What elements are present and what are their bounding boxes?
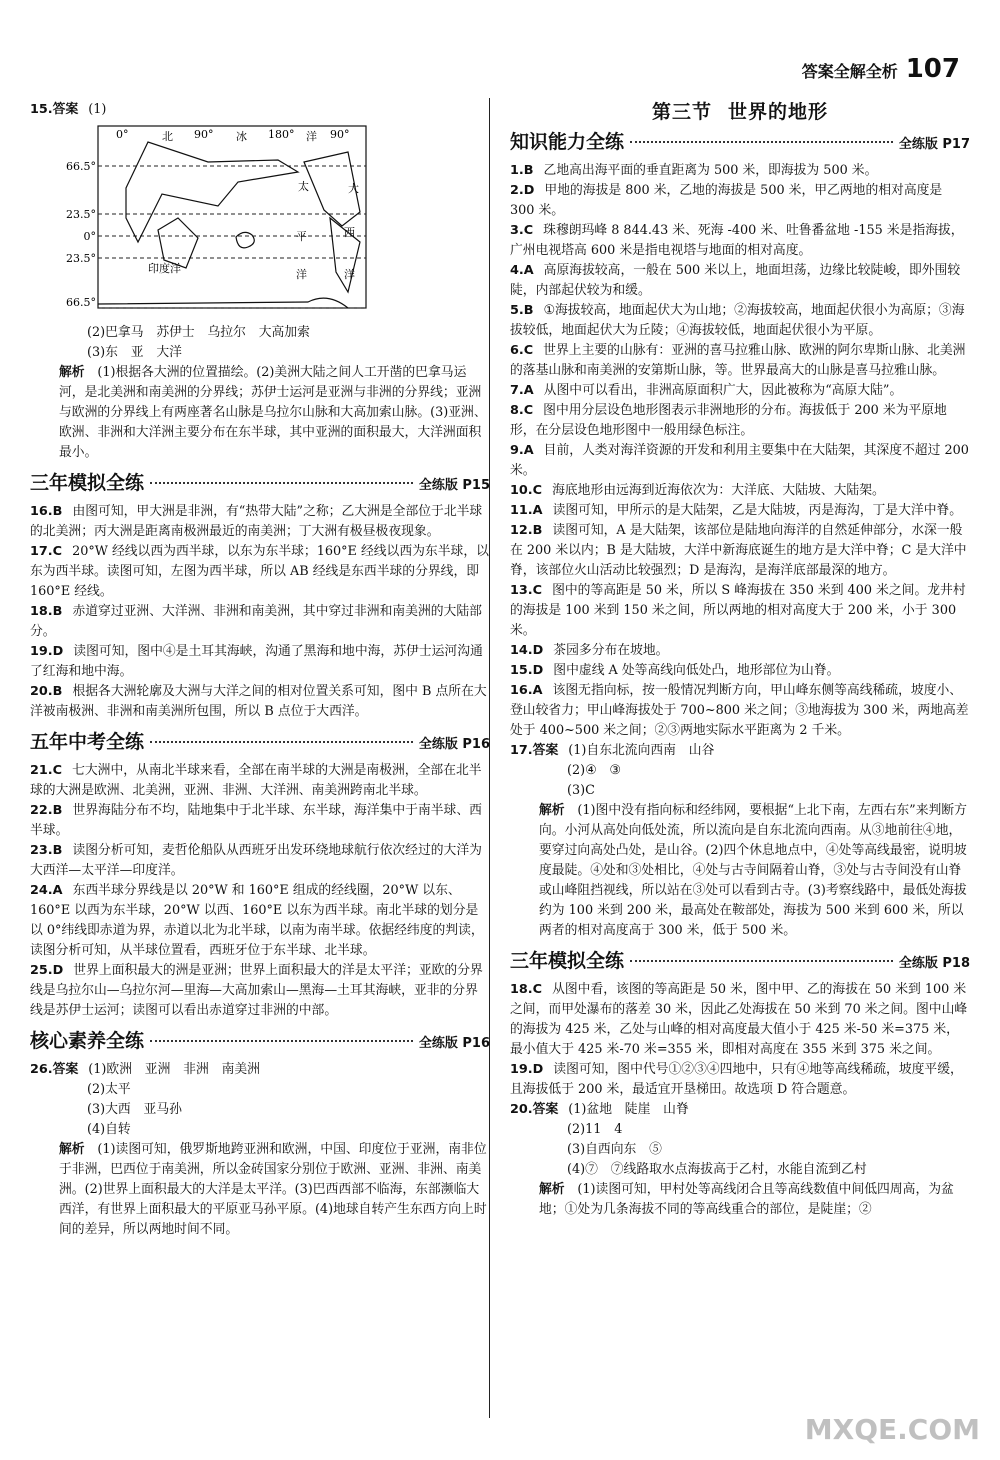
map-ocean-label: 冰	[236, 130, 247, 143]
world-map-figure	[66, 122, 368, 312]
r-q20-analysis	[510, 1180, 970, 1220]
map-lat-label: 66.5°	[66, 160, 96, 173]
r-q17-answer-1: (1)自东北流向西南 山谷	[568, 743, 715, 758]
section-heading	[510, 132, 970, 155]
r-q17	[510, 741, 970, 761]
map-ocean-label: 太	[298, 180, 309, 193]
section-version: 全练版 P15	[418, 478, 490, 493]
r-q4-number: 4.A	[510, 263, 534, 278]
q26-answer-3: (3)大西 亚马孙	[87, 1102, 182, 1117]
q19	[30, 642, 490, 682]
africa-south-outline	[158, 218, 198, 268]
q26	[30, 1060, 490, 1080]
map-ocean-label: 北	[162, 130, 173, 143]
analysis-label: 解析	[539, 1182, 565, 1197]
r-q20-answer-3: (3)自西向东 ⑤	[567, 1142, 662, 1157]
map-ocean-label: 洋	[296, 268, 307, 281]
q26-answer-1: (1)欧洲 亚洲 非洲 南美洲	[88, 1062, 260, 1077]
map-lat-label: 23.5°	[66, 208, 96, 221]
q23-text: 读图分析可知，麦哲伦船队从西班牙出发环绕地球航行依次经过的大洋为大西洋—太平洋—印度洋。	[30, 843, 482, 878]
antarctica-outline	[98, 298, 348, 308]
q25-text: 世界上面积最大的洲是亚洲；世界上面积最大的洋是太平洋；亚欧的分界线是乌拉尔山—乌拉尔河—里海—大高加索山—黑海—土耳其海峡，亚非的分界线是苏伊士运河；读图可以看出赤道穿过非洲的中部。	[30, 963, 483, 1018]
q15-analysis	[30, 363, 490, 463]
q24-text: 东西半球分界线是以 20°W 和 160°E 组成的经线圈，20°W 以东、160°E 以西为东半球，20°W 以西、160°E 以东为西半球。南北半球的划分是以 0°纬线即赤道为界，赤道以北为北半球，以南为南半球。依据经纬度的判读，读图分析可知，从半球位置看，西班牙位于东半球、北半球。	[30, 883, 484, 958]
left-column	[30, 100, 490, 1240]
r-q16-text: 该图无指向标，按一般情况判断方向，甲山峰东侧等高线稀疏，坡度小、登山较省力；甲山峰海拔处于 700~800 米之间；③地海拔为 300 米，两地高差处于 400~500 米之间；②③两地实际水平距离为 2 千米。	[510, 683, 969, 738]
r-q7	[510, 381, 970, 401]
map-lon-label: 180°	[268, 128, 295, 141]
r-q8	[510, 401, 970, 441]
r-q10-number: 10.C	[510, 483, 543, 498]
header-title: 答案全解全析	[801, 62, 898, 81]
q16-text: 由图可知，甲大洲是非洲，有“热带大陆”之称；乙大洲是全部位于北半球的北美洲；丙大洲是距离南极洲最近的南美洲；丁大洲有极昼极夜现象。	[30, 504, 483, 539]
r-q5	[510, 301, 970, 341]
q23-number: 23.B	[30, 843, 63, 858]
r-q17-answer-2: (2)④ ③	[567, 763, 621, 778]
r-q2-text: 甲地的海拔是 800 米，乙地的海拔是 500 米，甲乙两地的相对高度是 300 米。	[510, 183, 943, 218]
r-q11	[510, 501, 970, 521]
map-ocean-label: 大	[348, 182, 359, 195]
r-q9-number: 9.A	[510, 443, 534, 458]
q24-number: 24.A	[30, 883, 63, 898]
section-title: 五年中考全练	[30, 731, 145, 753]
section-version: 全练版 P16	[418, 737, 490, 752]
section-heading	[30, 732, 490, 755]
r-q18	[510, 980, 970, 1060]
r-q14-text: 茶园多分布在坡地。	[553, 643, 669, 658]
r-q12-number: 12.B	[510, 523, 543, 538]
q15-answer-3: (3)东 亚 大洋	[87, 345, 182, 360]
q25-number: 25.D	[30, 963, 64, 978]
section-title: 三年模拟全练	[30, 472, 145, 494]
page-number: 107	[905, 54, 960, 84]
australia-outline	[236, 232, 254, 247]
analysis-label: 解析	[59, 365, 85, 380]
map-frame	[98, 126, 366, 308]
r-q6-text: 世界上主要的山脉有：亚洲的喜马拉雅山脉、欧洲的阿尔卑斯山脉、北美洲的落基山脉和南美洲的安第斯山脉，等。世界最高大的山脉是喜马拉雅山脉。	[510, 343, 966, 378]
q21-text: 七大洲中，从南北半球来看，全部在南半球的大洲是南极洲，全部在北半球的大洲是欧洲、北美洲，亚洲、非洲、大洋洲、南美洲跨南北半球。	[30, 763, 482, 798]
r-q1-text: 乙地高出海平面的垂直距离为 500 米，即海拔为 500 米。	[543, 163, 878, 178]
q17	[30, 542, 490, 602]
map-lat-label: 66.5°	[66, 296, 96, 309]
section-dots	[150, 741, 413, 743]
q15-analysis-text: (1)根据各大洲的位置描绘。(2)美洲大陆之间人工开凿的巴拿马运河，是北美洲和南美洲的分界线；苏伊士运河是亚洲与非洲的分界线；亚洲与欧洲的分界线上有两座著名山脉是乌拉尔山脉和大高加索山脉。(3)亚洲、欧洲、非洲和大洋洲主要分布在东半球，其中亚洲的面积最大，大洋洲面积最小。	[59, 365, 487, 460]
chapter-number: 第三节	[651, 101, 712, 123]
r-q17-answer-3: (3)C	[567, 783, 595, 798]
r-q20-answer-4: (4)⑦ ⑦线路取水点海拔高于乙村，水能自流到乙村	[567, 1162, 867, 1177]
r-q20	[510, 1100, 970, 1120]
r-q4	[510, 261, 970, 301]
r-q15	[510, 661, 970, 681]
r-q16-number: 16.A	[510, 683, 543, 698]
q26-number: 26.答案	[30, 1062, 79, 1077]
r-q19-text: 读图可知，图中代号①②③④四地中，只有④地等高线稀疏，坡度平缓，且海拔低于 200 米，最适宜开垦梯田。故选项 D 符合题意。	[510, 1062, 963, 1097]
r-q13-text: 图中的等高距是 50 米，所以 S 峰海拔在 350 米到 400 米之间。龙井村的海拔是 100 米到 150 米之间，所以两地的相对高度大于 200 米，小于 300 米。	[510, 583, 966, 638]
r-q9-text: 目前，人类对海洋资源的开发和利用主要集中在大陆架，其深度不超过 200 米。	[510, 443, 969, 478]
r-q10	[510, 481, 970, 501]
r-q7-number: 7.A	[510, 383, 534, 398]
q21-number: 21.C	[30, 763, 63, 778]
r-q3	[510, 221, 970, 261]
section-title: 三年模拟全练	[510, 950, 625, 972]
r-q5-number: 5.B	[510, 303, 534, 318]
r-q14	[510, 641, 970, 661]
q24	[30, 881, 490, 961]
r-q11-text: 读图可知，甲所示的是大陆架，乙是大陆坡，丙是海沟，丁是大洋中脊。	[552, 503, 963, 518]
r-q8-text: 图中用分层设色地形图表示非洲地形的分布。海拔低于 200 米为平原地形，在分层设色地形图中一般用绿色标注。	[510, 403, 947, 438]
watermark: MXQE.COM	[804, 1413, 980, 1446]
section-version: 全练版 P18	[898, 956, 970, 971]
page-header	[802, 56, 960, 82]
r-q6-number: 6.C	[510, 343, 534, 358]
section-dots	[150, 482, 413, 484]
r-q18-text: 从图中看，该图的等高距是 50 米，图中甲、乙的海拔在 50 米到 100 米之间，而甲处瀑布的落差 30 米，因此乙处海拔在 50 米到 70 米之间。图中山峰的海拔为 425 米，乙处与山峰的相对高度最大值小于 425 米-50 米=375 米，最小值大于 425 米-70 米=355 米，即相对高度在 355 米到 375 米之间。	[510, 982, 968, 1057]
r-q20-answer-1: (1)盆地 陡崖 山脊	[568, 1102, 689, 1117]
r-q2	[510, 181, 970, 221]
r-q1-number: 1.B	[510, 163, 534, 178]
r-q16	[510, 681, 970, 741]
r-q13	[510, 581, 970, 641]
r-q10-text: 海底地形由远海到近海依次为：大洋底、大陆坡、大陆架。	[552, 483, 885, 498]
eurasia-africa-outline	[126, 142, 298, 242]
q26-answer-2: (2)太平	[87, 1082, 131, 1097]
r-q17-analysis	[510, 801, 970, 941]
r-q20-analysis-text: (1)读图可知，甲村处等高线闭合且等高线数值中间低四周高，为盆地；①处为几条海拔不同的等高线重合的部位，是陡崖；②	[539, 1182, 954, 1217]
q15-line	[30, 100, 490, 120]
r-q8-number: 8.C	[510, 403, 534, 418]
map-lon-label: 90°	[330, 128, 350, 141]
r-q17-number: 17.答案	[510, 743, 559, 758]
q22	[30, 801, 490, 841]
q18-text: 赤道穿过亚洲、大洋洲、非洲和南美洲，其中穿过非洲和南美洲的大陆部分。	[30, 604, 482, 639]
r-q9	[510, 441, 970, 481]
r-q5-text: ①海拔较高，地面起伏大为山地；②海拔较高，地面起伏很小为高原；③海拔较低，地面起伏大为丘陵；④海拔较低，地面起伏很小为平原。	[510, 303, 965, 338]
q26-answer-4: (4)自转	[87, 1122, 131, 1137]
map-lon-label: 90°	[194, 128, 214, 141]
r-q7-text: 从图中可以看出，非洲高原面积广大，因此被称为“高原大陆”。	[543, 383, 903, 398]
map-ocean-label: 洋	[306, 130, 317, 143]
q15-answer-2: (2)巴拿马 苏伊士 乌拉尔 大高加索	[87, 325, 310, 340]
q16	[30, 502, 490, 542]
analysis-label: 解析	[539, 803, 565, 818]
r-q3-text: 珠穆朗玛峰 8 844.43 米、死海 -400 米、吐鲁番盆地 -155 米是指海拔，广州电视塔高 600 米是指电视塔与地面的相对高度。	[510, 223, 964, 258]
q18	[30, 602, 490, 642]
section-heading	[30, 1031, 490, 1054]
r-q4-text: 高原海拔较高，一般在 500 米以上，地面坦荡，边缘比较陡峻，即外围较陡，内部起伏较为和缓。	[510, 263, 961, 298]
q17-text: 20°W 经线以西为西半球，以东为东半球；160°E 经线以西为东半球，以东为西半球。读图可知，左图为西半球，所以 AB 经线是东西半球的分界线，即 160°E 经线。	[30, 544, 489, 599]
section-heading	[30, 473, 490, 496]
section-dots	[630, 141, 893, 143]
r-q14-number: 14.D	[510, 643, 544, 658]
r-q17-analysis-text: (1)图中没有指向标和经纬网，要根据“上北下南，左西右东”来判断方向。小河从高处向低处流，所以流向是自东北流向西南。从③地前往④地，要穿过向高处凸处，是山谷。(2)四个休息地点中，④处等高线最密，说明坡度最陡。④处和③处相比，④处与古寺间隔着山脊，③处与古寺间没有山脊或山峰阻挡视线，所以站在③处可以看到古寺。(3)考察线路中，最低处海拔约为 100 米到 200 米，最高处在鞍部处，海拔为 500 米到 600 米，所以两者的相对高度高于 300 米，低于 500 米。	[539, 803, 967, 938]
q19-number: 19.D	[30, 644, 64, 659]
section-version: 全练版 P17	[898, 137, 970, 152]
section-dots	[630, 960, 893, 962]
r-q20-answer-2: (2)11 4	[567, 1122, 623, 1137]
q19-text: 读图可知，图中④是土耳其海峡，沟通了黑海和地中海，苏伊士运河沟通了红海和地中海。	[30, 644, 483, 679]
r-q19-number: 19.D	[510, 1062, 544, 1077]
map-ocean-label: 平	[296, 230, 307, 243]
right-column	[510, 100, 970, 1220]
q15-number: 15.答案	[30, 102, 79, 117]
q20-number: 20.B	[30, 684, 63, 699]
q22-number: 22.B	[30, 803, 63, 818]
map-ocean-label: 西	[344, 226, 355, 239]
map-ocean-label: 洋	[344, 268, 355, 281]
section-title: 知识能力全练	[510, 131, 625, 153]
chapter-name: 世界的地形	[728, 101, 829, 123]
r-q15-number: 15.D	[510, 663, 544, 678]
q21	[30, 761, 490, 801]
q25	[30, 961, 490, 1021]
section-title: 核心素养全练	[30, 1030, 145, 1052]
q22-text: 世界海陆分布不均，陆地集中于北半球、东半球，海洋集中于南半球、西半球。	[30, 803, 482, 838]
r-q1	[510, 161, 970, 181]
r-q2-number: 2.D	[510, 183, 535, 198]
map-lat-label: 23.5°	[66, 252, 96, 265]
q18-number: 18.B	[30, 604, 63, 619]
map-lon-label: 0°	[116, 128, 129, 141]
chapter-title	[510, 102, 970, 122]
r-q18-number: 18.C	[510, 982, 543, 997]
r-q11-number: 11.A	[510, 503, 543, 518]
q26-analysis	[30, 1140, 490, 1240]
q15-answer-1: (1)	[88, 102, 107, 117]
section-heading	[510, 951, 970, 974]
q17-number: 17.C	[30, 544, 63, 559]
q26-analysis-text: (1)读图可知，俄罗斯地跨亚洲和欧洲，中国、印度位于亚洲，南非位于非洲，巴西位于南美洲，所以金砖国家分别位于欧洲、亚洲、非洲、南美洲。(2)世界上面积最大的大洋是太平洋。(3)巴西西部不临海，东部濒临大西洋，有世界上面积最大的平原亚马孙平原。(4)地球自转产生东西方向上时间的差异，所以两地时间不同。	[59, 1142, 487, 1237]
q16-number: 16.B	[30, 504, 63, 519]
r-q6	[510, 341, 970, 381]
section-version: 全练版 P16	[418, 1036, 490, 1051]
r-q15-text: 图中虚线 A 处等高线向低处凸，地形部位为山脊。	[553, 663, 840, 678]
r-q3-number: 3.C	[510, 223, 534, 238]
r-q12	[510, 521, 970, 581]
map-ocean-label: 印度洋	[148, 262, 181, 275]
r-q12-text: 读图可知，A 是大陆架，该部位是陆地向海洋的自然延伸部分，水深一般在 200 米以内；B 是大陆坡，大洋中新海底诞生的地方是大洋中脊；C 是大洋中脊，该部位火山活动比较强烈；D 是海沟，是海洋底部最深的地方。	[510, 523, 967, 578]
q20-text: 根据各大洲轮廓及大洲与大洋之间的相对位置关系可知，图中 B 点所在大洋被南极洲、非洲和南美洲所包围，所以 B 点位于大西洋。	[30, 684, 487, 719]
r-q19	[510, 1060, 970, 1100]
map-lat-label: 0°	[83, 230, 96, 243]
q23	[30, 841, 490, 881]
analysis-label: 解析	[59, 1142, 85, 1157]
section-dots	[150, 1040, 413, 1042]
r-q20-number: 20.答案	[510, 1102, 559, 1117]
r-q13-number: 13.C	[510, 583, 543, 598]
q20	[30, 682, 490, 722]
